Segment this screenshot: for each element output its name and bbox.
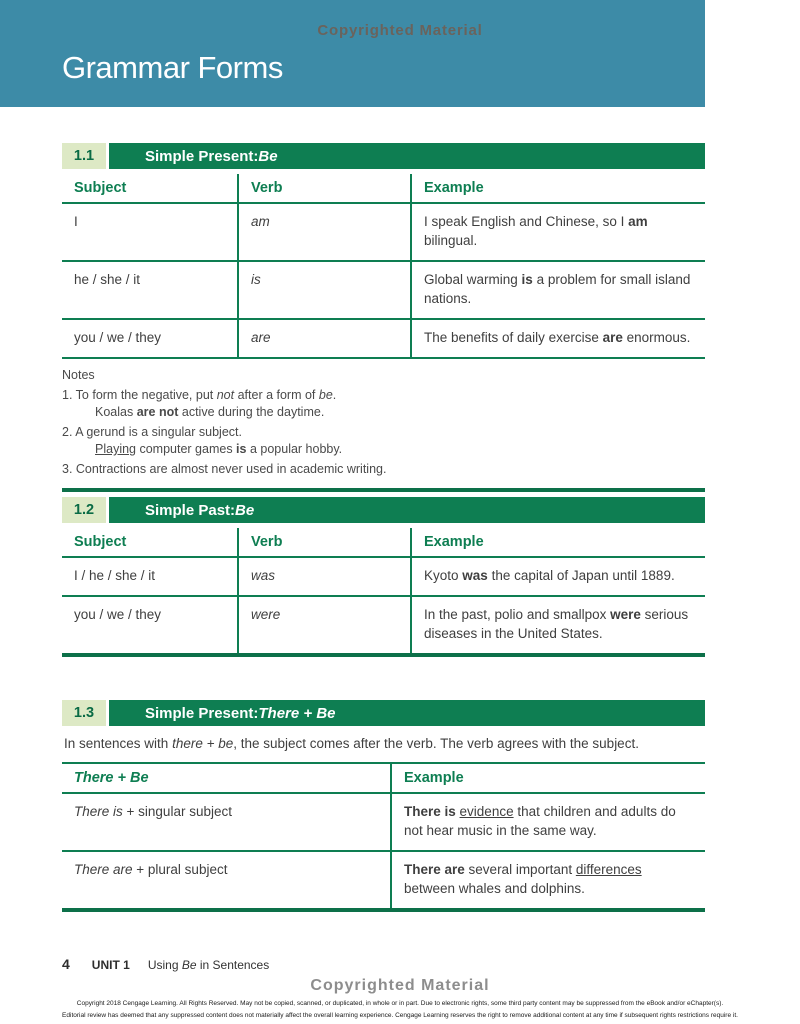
table-row bbox=[62, 597, 705, 653]
page-title: Grammar Forms bbox=[62, 50, 283, 85]
table-row bbox=[62, 320, 705, 359]
column-header-verb: Verb bbox=[237, 528, 410, 556]
note-line: 1. To form the negative, put not after a form of be. bbox=[62, 387, 337, 402]
cell-example: Kyoto was the capital of Japan until 1889. bbox=[410, 558, 705, 595]
cell-example: Global warming is a problem for small island nations. bbox=[410, 262, 705, 318]
note-example: Playing computer games is a popular hobby. bbox=[95, 442, 343, 456]
unit-label: UNIT 1 bbox=[91, 958, 130, 972]
table-header-row bbox=[62, 762, 705, 794]
column-header-example: Example bbox=[410, 174, 705, 202]
table-number-badge: 1.3 bbox=[62, 700, 109, 726]
table-bottom-rule bbox=[62, 908, 705, 912]
column-header-subject: Subject bbox=[74, 180, 127, 196]
table-bottom-rule bbox=[62, 488, 705, 492]
table-row bbox=[62, 262, 705, 320]
column-header-verb: Verb bbox=[237, 174, 410, 202]
cell-subject: he / she / it bbox=[74, 272, 141, 287]
table-title: Simple Present: Be bbox=[145, 147, 278, 165]
copyright-line-1: Copyright 2018 Cengage Learning. All Rights Reserved. May not be copied, scanned, or duplicated, in whole or in part. Due to electronic rights, some third party content may be suppressed from the eBook and/or eChapter(s). bbox=[76, 1000, 724, 1007]
table-title-bar bbox=[62, 700, 705, 726]
cell-subject: I bbox=[74, 214, 78, 229]
cell-form: There are + plural subject bbox=[74, 862, 228, 877]
table-number-badge: 1.1 bbox=[62, 143, 109, 169]
column-header-there-be: There + Be bbox=[74, 770, 149, 786]
cell-subject: you / we / they bbox=[74, 607, 162, 622]
notes-section bbox=[62, 359, 705, 488]
page-number: 4 bbox=[62, 956, 70, 972]
cell-form: There is + singular subject bbox=[74, 804, 232, 819]
cell-example: There is evidence that children and adults do not hear music in the same way. bbox=[390, 794, 705, 850]
copyright-line-2: Editorial review has deemed that any suppressed content does not materially affect the overall learning experience. Cengage Learning reserves the right to remove additional content at any time if subsequent rights restrictions require it. bbox=[62, 1012, 738, 1019]
cell-example: I speak English and Chinese, so I am bilingual. bbox=[410, 204, 705, 260]
table-row bbox=[62, 852, 705, 908]
page-footer bbox=[62, 956, 269, 972]
cell-example: In the past, polio and smallpox were serious diseases in the United States. bbox=[410, 597, 705, 653]
watermark-top: Copyrighted Material bbox=[317, 22, 483, 39]
note-line: 2. A gerund is a singular subject. bbox=[62, 424, 242, 439]
watermark-bottom: Copyrighted Material bbox=[310, 977, 490, 994]
cell-verb: am bbox=[237, 204, 410, 260]
cell-subject: you / we / they bbox=[74, 330, 162, 345]
table-number-badge: 1.2 bbox=[62, 497, 109, 523]
table-title-bar bbox=[62, 497, 705, 523]
column-header-example: Example bbox=[410, 528, 705, 556]
table-title: Simple Past: Be bbox=[145, 501, 255, 519]
table-row bbox=[62, 204, 705, 262]
grammar-table-1-2 bbox=[62, 497, 705, 657]
table-row bbox=[62, 558, 705, 597]
table-row bbox=[62, 794, 705, 852]
unit-title: Using Be in Sentences bbox=[147, 958, 270, 972]
cell-verb: is bbox=[237, 262, 410, 318]
note-line: 3. Contractions are almost never used in academic writing. bbox=[62, 461, 387, 476]
note-example: Koalas are not active during the daytime. bbox=[95, 405, 325, 419]
cell-verb: were bbox=[237, 597, 410, 653]
grammar-table-1-3 bbox=[62, 700, 705, 912]
grammar-table-1-1 bbox=[62, 143, 705, 492]
column-header-subject: Subject bbox=[74, 534, 127, 550]
table-bottom-rule bbox=[62, 653, 705, 657]
cell-example: The benefits of daily exercise are enormous. bbox=[410, 320, 705, 357]
table-header-row bbox=[62, 174, 705, 204]
cell-example: There are several important differences between whales and dolphins. bbox=[390, 852, 705, 908]
table-title: Simple Present: There + Be bbox=[145, 704, 336, 722]
table-header-row bbox=[62, 528, 705, 558]
column-header-example: Example bbox=[390, 764, 705, 792]
table-title-bar bbox=[62, 143, 705, 169]
table-intro-text: In sentences with there + be, the subject comes after the verb. The verb agrees with the subject. bbox=[64, 736, 639, 751]
cell-verb: was bbox=[237, 558, 410, 595]
notes-label: Notes bbox=[62, 368, 95, 382]
cell-verb: are bbox=[237, 320, 410, 357]
cell-subject: I / he / she / it bbox=[74, 568, 156, 583]
